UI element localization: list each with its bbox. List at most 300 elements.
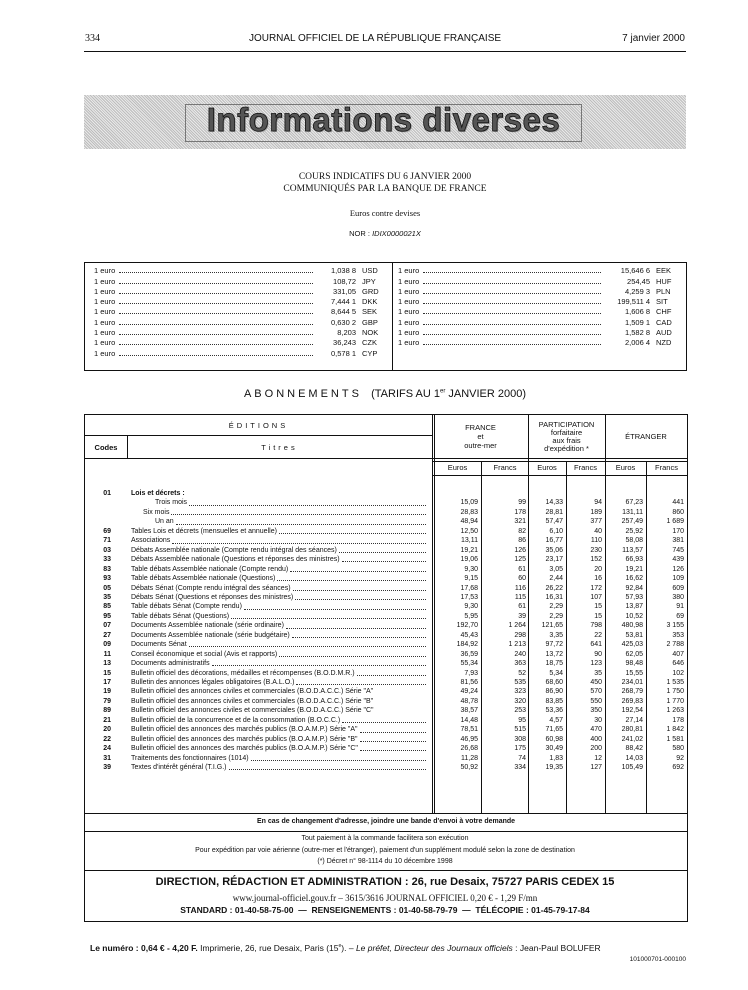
leader-dots (244, 609, 426, 610)
price-cell: 19,21 (625, 565, 643, 573)
price-cell: 19,21 (460, 546, 478, 554)
price-cell: 280,81 (621, 726, 643, 734)
rate-label: 1 euro (398, 266, 420, 276)
rate-value: 254,45 (627, 276, 650, 286)
abonnements-title-sup: er (439, 388, 446, 395)
leader-dots (423, 271, 601, 273)
leader-dots (423, 292, 601, 294)
price-cell: 39 (518, 612, 526, 620)
edition-title: Bulletin officiel des annonces des marchés publics (B.O.A.M.P.) Série "B" (131, 735, 358, 743)
journal-title: JOURNAL OFFICIEL DE LA RÉPUBLIQUE FRANÇAISE (248, 33, 502, 44)
currency-code: GRD (362, 286, 379, 296)
participation-header-line4: d'expédition * (544, 443, 589, 453)
renseignements-label: RENSEIGNEMENTS : (311, 905, 397, 915)
table-row (85, 631, 687, 640)
price-cell: 61 (518, 565, 526, 573)
price-cell: 5,34 (549, 669, 563, 677)
nor-reference (84, 229, 686, 238)
rate-label: 1 euro (94, 276, 116, 286)
price-cell: 400 (590, 735, 602, 743)
price-cell: 1 535 (666, 679, 684, 686)
price-cell: 240 (514, 650, 526, 658)
price-cell: 91 (676, 603, 684, 611)
price-cell: 30,49 (545, 745, 563, 753)
price-cell: 641 (590, 641, 602, 649)
edition-title: Débats Assemblée nationale (Compte rendu intégral des séances) (131, 546, 337, 554)
price-cell: 350 (590, 707, 602, 715)
price-cell: 14,33 (545, 499, 563, 507)
price-cell: 7,93 (464, 669, 478, 677)
note-decret: (*) Décret n° 98-1114 du 10 décembre 1998 (317, 858, 453, 865)
price-cell: 192,54 (621, 707, 643, 715)
edition-code: 35 (103, 593, 111, 601)
banner-title: Informations diverses (206, 101, 561, 138)
rate-row (94, 287, 384, 297)
nor-value: IDIX0000021X (372, 229, 421, 238)
rate-row (398, 276, 678, 286)
rate-value: 4,259 3 (624, 286, 650, 296)
direction-address: DIRECTION, RÉDACTION ET ADMINISTRATION : 26, rue Desaix, 75727 PARIS CEDEX 15 (155, 876, 615, 888)
price-cell: 12 (594, 754, 602, 762)
currency-code: CAD (656, 317, 672, 327)
numero-label: Le numéro : (90, 943, 139, 953)
edition-code: 33 (103, 556, 111, 564)
edition-code: 20 (103, 726, 111, 734)
leader-dots (172, 543, 426, 544)
price-cell: 62,05 (625, 650, 643, 658)
price-cell: 16,62 (625, 575, 643, 583)
print-reference: 101000701-000100 (629, 956, 686, 963)
note-payment: Tout paiement à la commande facilitera son exécution (301, 835, 469, 842)
rate-label: 1 euro (398, 328, 420, 338)
price-cell: 298 (514, 631, 526, 639)
edition-title: Documents Assemblée nationale (série ordinaire) (131, 622, 284, 630)
abonnements-title-date: JANVIER 2000) (445, 388, 527, 400)
price-cell: 35 (594, 669, 602, 677)
price-cell: 57,47 (545, 518, 563, 526)
price-cell: 13,87 (625, 603, 643, 611)
telecopie-label: TÉLÉCOPIE : (475, 905, 529, 915)
price-cell: 798 (590, 622, 602, 630)
price-cell: 152 (590, 556, 602, 564)
currency-code: AUD (656, 328, 672, 338)
price-cell: 334 (514, 764, 526, 772)
france-header-line1: FRANCE (465, 423, 496, 432)
price-cell: 81,56 (460, 679, 478, 686)
leader-dots (423, 323, 601, 325)
price-cell: 125 (514, 556, 526, 564)
price-cell: 13,72 (545, 650, 563, 658)
edition-code: 71 (103, 537, 111, 545)
table-row (85, 508, 687, 517)
rate-row (398, 266, 678, 276)
price-cell: 49,24 (460, 688, 478, 696)
currency-code: USD (362, 266, 378, 276)
edition-code: 31 (103, 754, 111, 762)
leader-dots (292, 637, 426, 638)
page-number: 334 (85, 33, 100, 44)
price-cell: 470 (590, 726, 602, 734)
note-air-shipping: Pour expédition par voie aérienne (outre-mer et l'étranger), paiement d'un supplément modulé selon la zone de destination (195, 847, 575, 854)
table-row (85, 735, 687, 744)
price-cell: 95 (518, 716, 526, 724)
leader-dots (342, 561, 426, 562)
price-cell: 92 (676, 754, 684, 762)
price-cell: 16,31 (545, 593, 563, 601)
standard-phone: 01-40-58-75-00 (234, 905, 294, 915)
subscription-table (84, 414, 688, 832)
editions-header: ÉDITIONS (228, 420, 289, 430)
abonnements-title-main: ABONNEMENTS (243, 388, 362, 400)
price-cell: 14,48 (460, 716, 478, 724)
price-cell: 9,30 (464, 565, 478, 573)
price-cell: 19,06 (460, 556, 478, 564)
price-cell: 2 788 (666, 641, 684, 649)
price-cell: 860 (672, 508, 684, 516)
edition-title: Table débats Sénat (Compte rendu) (131, 603, 242, 611)
table-row (85, 574, 687, 583)
price-cell: 48,78 (460, 697, 478, 705)
price-cell: 178 (514, 508, 526, 516)
edition-title: Six mois (143, 508, 170, 516)
header-rule (84, 51, 686, 52)
imprimerie-end: ). – (341, 943, 356, 953)
price-cell: 16,77 (545, 537, 563, 545)
price-cell: 5,95 (464, 612, 478, 620)
table-row (85, 489, 687, 498)
leader-dots (423, 312, 601, 314)
currency-code: GBP (362, 317, 378, 327)
table-row (85, 536, 687, 545)
leader-dots (119, 292, 313, 294)
edition-code: 19 (103, 688, 111, 696)
leader-dots (119, 343, 313, 345)
leader-dots (251, 760, 426, 761)
price-cell: 35,06 (545, 546, 563, 554)
price-cell: 9,15 (464, 575, 478, 583)
price-cell: 40 (594, 527, 602, 535)
table-row (85, 725, 687, 734)
currency-subheader: Euros (615, 463, 636, 472)
currency-code: SEK (362, 307, 378, 317)
codes-header: Codes (94, 442, 118, 452)
table-row (85, 716, 687, 725)
participation-header-line3: aux frais (552, 435, 581, 445)
price-cell: 323 (514, 688, 526, 696)
price-cell: 380 (672, 593, 684, 601)
table-row (85, 565, 687, 574)
cours-line-1: COURS INDICATIFS DU 6 JANVIER 2000 (298, 172, 472, 182)
price-cell: 1 750 (666, 688, 684, 696)
price-cell: 4,57 (549, 716, 563, 724)
price-cell: 480,98 (621, 622, 643, 630)
price-cell: 189 (590, 508, 602, 516)
price-cell: 1 263 (666, 707, 684, 715)
price-cell: 110 (590, 537, 602, 545)
price-cell: 17,68 (460, 584, 478, 592)
france-header-line3: outre-mer (464, 441, 497, 450)
edition-title: Documents Sénat (131, 641, 187, 649)
rate-row (398, 297, 678, 307)
edition-title: Trois mois (155, 499, 188, 507)
price-cell: 61 (518, 603, 526, 611)
table-row (85, 697, 687, 706)
leader-dots (119, 333, 313, 335)
edition-title: Débats Sénat (Questions et réponses des ministres) (131, 593, 294, 601)
price-cell: 102 (672, 669, 684, 677)
rate-label: 1 euro (398, 317, 420, 327)
rate-label: 1 euro (398, 276, 420, 286)
table-row (85, 640, 687, 649)
separator: — (462, 905, 471, 915)
price-cell: 745 (672, 546, 684, 554)
edition-title: Traitements des fonctionnaires (1014) (131, 754, 249, 762)
edition-code: 79 (103, 697, 111, 705)
table-row (85, 498, 687, 507)
table-row (85, 593, 687, 602)
rate-label: 1 euro (94, 338, 116, 348)
price-cell: 113,57 (622, 546, 643, 554)
price-cell: 377 (590, 518, 602, 526)
edition-code: 85 (103, 603, 111, 611)
table-row (85, 744, 687, 753)
rate-label: 1 euro (398, 307, 420, 317)
price-cell: 14,03 (625, 754, 643, 762)
edition-title: Débats Sénat (Compte rendu intégral des séances) (131, 584, 291, 592)
leader-dots (286, 628, 426, 629)
imprimerie-sup: e (338, 943, 342, 950)
leader-dots (176, 524, 426, 525)
price-cell: 570 (590, 688, 602, 696)
price-cell: 170 (672, 527, 684, 535)
edition-title: Table débats Assemblée nationale (Questions) (131, 575, 276, 583)
leader-dots (293, 590, 426, 591)
table-row (85, 678, 687, 687)
rate-row (398, 307, 678, 317)
table-row (85, 527, 687, 536)
rate-label: 1 euro (94, 307, 116, 317)
price-cell: 28,81 (545, 508, 563, 516)
price-cell: 172 (590, 584, 602, 592)
edition-title: Bulletin officiel des annonces des marchés publics (B.O.A.M.P.) Série "A" (131, 726, 358, 734)
leader-dots (189, 646, 426, 647)
currency-code: JPY (362, 276, 376, 286)
price-cell: 1 581 (666, 735, 684, 743)
leader-dots (279, 533, 426, 534)
edition-code: 69 (103, 527, 111, 535)
price-cell: 53,81 (625, 631, 643, 639)
subheader-top-rule (433, 461, 687, 462)
rate-row (94, 338, 384, 348)
price-cell: 192,70 (456, 622, 478, 630)
price-cell: 45,43 (460, 631, 478, 639)
rate-label: 1 euro (94, 286, 116, 296)
price-cell: 2,44 (549, 575, 563, 583)
currency-subheader: Euros (537, 463, 557, 472)
price-cell: 230 (590, 546, 602, 554)
price-cell: 1 689 (666, 518, 684, 526)
footer-imprint (90, 943, 690, 953)
price-cell: 175 (514, 745, 526, 753)
price-cell: 116 (514, 584, 526, 592)
price-cell: 535 (514, 679, 526, 686)
edition-title: Lois et décrets : (131, 490, 185, 497)
standard-label: STANDARD : (180, 905, 233, 915)
rate-value: 36,243 (333, 338, 356, 348)
rate-label: 1 euro (398, 286, 420, 296)
rate-value: 2,006 4 (624, 338, 650, 348)
price-cell: 3 155 (666, 622, 684, 630)
rate-row (94, 307, 384, 317)
rate-label: 1 euro (94, 266, 116, 276)
rate-value: 1,606 8 (624, 307, 650, 317)
currency-code: PLN (656, 286, 671, 296)
price-cell: 609 (672, 584, 684, 592)
edition-code: 21 (103, 716, 111, 724)
price-cell: 16 (594, 575, 602, 583)
price-cell: 83,85 (545, 697, 563, 705)
rate-label: 1 euro (94, 297, 116, 307)
rate-label: 1 euro (94, 348, 116, 358)
price-cell: 22 (594, 631, 602, 639)
price-cell: 253 (514, 707, 526, 715)
price-cell: 27,14 (625, 716, 643, 724)
edition-title: Bulletin officiel des annonces des marchés publics (B.O.A.M.P.) Série "C" (131, 745, 358, 753)
price-cell: 67,23 (625, 499, 643, 507)
currency-subheader: Francs (655, 463, 678, 472)
edition-title: Textes d'intérêt général (T.I.G.) (131, 764, 227, 772)
rate-value: 108,72 (333, 276, 356, 286)
leader-dots (360, 732, 427, 733)
table-row (85, 621, 687, 630)
price-cell: 15,09 (460, 499, 478, 507)
nor-label: NOR : (349, 229, 370, 238)
price-cell: 68,60 (545, 679, 563, 686)
leader-dots (231, 618, 426, 619)
table-row (85, 546, 687, 555)
edition-code: 24 (103, 745, 111, 753)
price-cell: 48,94 (460, 518, 478, 526)
price-cell: 407 (672, 650, 684, 658)
rate-value: 8,203 (337, 328, 356, 338)
table-row (85, 706, 687, 715)
etranger-header: ÉTRANGER (625, 432, 667, 441)
address-change-notice: En cas de changement d'adresse, joindre une bande d'envoi à votre demande (256, 818, 516, 825)
price-cell: 550 (590, 697, 602, 705)
price-cell: 74 (518, 754, 526, 762)
edition-code: 05 (103, 584, 111, 592)
price-cell: 105,49 (621, 764, 643, 772)
rate-value: 15,646 6 (620, 266, 650, 276)
leader-dots (189, 505, 426, 506)
edition-title: Table débats Sénat (Questions) (131, 612, 230, 620)
abonnements-title-tarifs: (TARIFS AU 1 (371, 388, 440, 400)
abonnements-title (84, 388, 686, 400)
currency-code: CYP (362, 348, 378, 358)
leader-dots (290, 571, 426, 572)
price-cell: 86 (518, 537, 526, 545)
leader-dots (342, 722, 426, 723)
edition-code: 93 (103, 575, 111, 583)
leader-dots (423, 343, 601, 345)
rate-row (398, 328, 678, 338)
rate-row (94, 317, 384, 327)
edition-title: Bulletin officiel des annonces civiles et commerciales (B.O.D.A.C.C.) Série "A" (131, 688, 374, 696)
issue-date: 7 janvier 2000 (622, 33, 685, 44)
edition-code: 15 (103, 669, 111, 677)
price-cell: 353 (672, 631, 684, 639)
price-cell: 11,28 (461, 754, 478, 762)
rates-left-column (94, 266, 384, 359)
price-cell: 90 (594, 650, 602, 658)
table-row (85, 650, 687, 659)
currency-subheader: Francs (493, 463, 517, 472)
edition-title: Bulletin officiel de la concurrence et de la consommation (B.O.C.C.) (131, 716, 341, 724)
edition-title: Débats Assemblée nationale (Questions et réponses des ministres) (131, 556, 340, 564)
edition-code: 03 (103, 546, 111, 554)
price-cell: 692 (672, 764, 684, 772)
rate-value: 1,509 1 (624, 317, 650, 327)
price-cell: 9,30 (464, 603, 478, 611)
table-bottom-rule (85, 813, 687, 814)
price-cell: 19,35 (545, 764, 563, 772)
price-cell: 99 (518, 499, 526, 507)
leader-dots (119, 354, 313, 356)
table-row (85, 555, 687, 564)
price-cell: 107 (590, 593, 602, 601)
edition-title: Documents administratifs (131, 660, 210, 668)
price-cell: 78,51 (460, 726, 478, 734)
price-cell: 38,57 (460, 707, 478, 715)
director-name: : Jean-Paul BOLUFER (512, 943, 601, 953)
table-row (85, 584, 687, 593)
price-cell: 1 842 (666, 726, 684, 734)
edition-code: 83 (103, 565, 111, 573)
price-cell: 2,29 (549, 612, 563, 620)
rate-value: 8,644 5 (330, 307, 356, 317)
price-cell: 269,83 (621, 697, 643, 705)
table-row (85, 602, 687, 611)
price-cell: 363 (514, 660, 526, 668)
leader-dots (212, 665, 426, 666)
leader-dots (360, 741, 427, 742)
price-cell: 381 (672, 537, 684, 545)
edition-title: Bulletin des annonces légales obligatoires (B.A.L.O.) (131, 679, 295, 686)
participation-header-line2: forfaitaire (550, 427, 583, 437)
price-cell: 97,72 (545, 641, 563, 649)
price-cell: 1 264 (508, 622, 526, 630)
price-cell: 425,03 (621, 641, 643, 649)
price-cell: 94 (594, 499, 602, 507)
separator: — (298, 905, 307, 915)
rate-row (398, 338, 678, 348)
currency-code: EEK (656, 266, 672, 276)
price-cell: 257,49 (621, 518, 643, 526)
price-cell: 1 213 (508, 641, 526, 649)
price-cell: 52 (518, 669, 526, 677)
table-row (85, 659, 687, 668)
rate-row (94, 276, 384, 286)
price-cell: 234,01 (621, 679, 643, 686)
price-cell: 321 (514, 518, 526, 526)
price-cell: 69 (676, 612, 684, 620)
france-header-line2: et (477, 432, 484, 441)
price-cell: 1,83 (549, 754, 563, 762)
price-cell: 60 (518, 575, 526, 583)
price-cell: 450 (590, 679, 602, 686)
rate-value: 0,578 1 (330, 348, 356, 358)
edition-title: Conseil économique et social (Avis et rapports) (131, 650, 278, 658)
